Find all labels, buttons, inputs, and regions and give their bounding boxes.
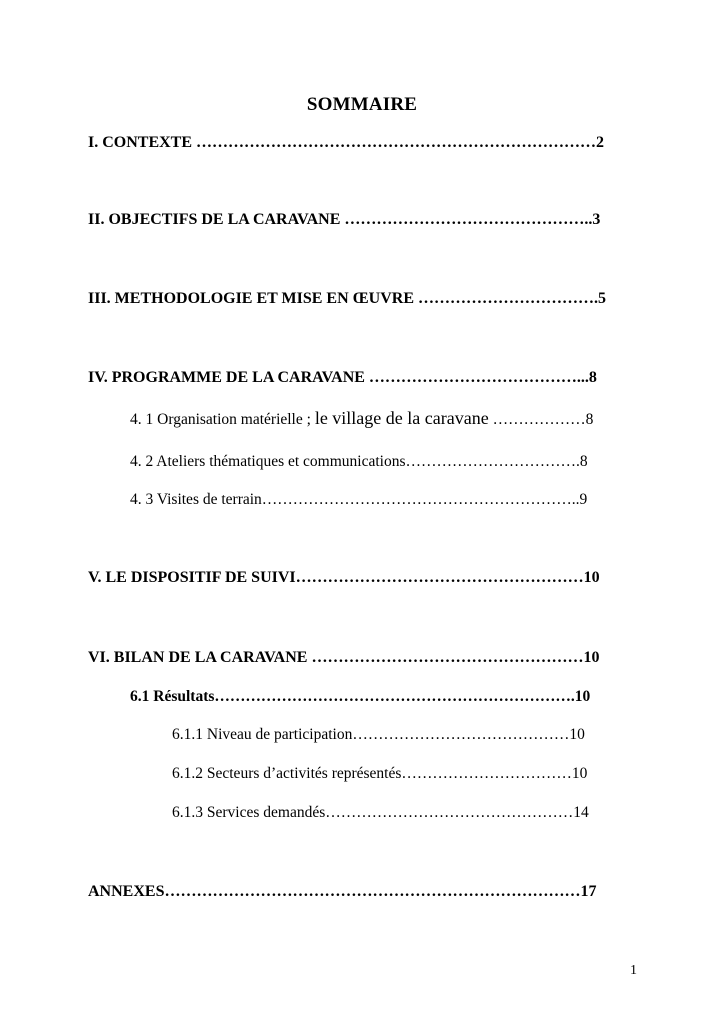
toc-entry-organisation-part2: le village de la caravane: [314, 408, 489, 428]
toc-entry-annexes: ANNEXES……………………………………………………………………17: [88, 883, 597, 900]
toc-entry-organisation-part1: 4. 1 Organisation matérielle ;: [130, 411, 315, 428]
toc-entry-organisation: [130, 408, 593, 430]
toc-entry-resultats: 6.1 Résultats…………………………………………………………….10: [130, 688, 591, 705]
toc-entry-services: 6.1.3 Services demandés…………………………………………14: [172, 804, 589, 821]
toc-entry-ateliers: 4. 2 Ateliers thématiques et communications…………………………….8: [130, 453, 588, 470]
toc-entry-secteurs: 6.1.2 Secteurs d’activités représentés……………………………10: [172, 765, 588, 782]
toc-entry-objectifs: II. OBJECTIFS DE LA CARAVANE ………………………………………..3: [88, 211, 601, 228]
toc-entry-methodologie: III. METHODOLOGIE ET MISE EN ŒUVRE …………………………….5: [88, 290, 606, 307]
toc-entry-programme: IV. PROGRAMME DE LA CARAVANE …………………………………...8: [88, 369, 597, 386]
page-title: SOMMAIRE: [306, 94, 418, 115]
toc-entry-visites: 4. 3 Visites de terrain……………………………………………………..9: [130, 491, 588, 508]
toc-entry-organisation-part3: ………………8: [488, 411, 594, 428]
toc-entry-contexte: I. CONTEXTE …………………………………………………………………2: [88, 134, 605, 151]
page-number: 1: [630, 963, 637, 978]
toc-entry-dispositif: V. LE DISPOSITIF DE SUIVI………………………………………………10: [88, 569, 600, 586]
toc-entry-bilan: VI. BILAN DE LA CARAVANE ……………………………………………10: [88, 649, 600, 666]
toc-entry-participation: 6.1.1 Niveau de participation……………………………………10: [172, 726, 585, 743]
